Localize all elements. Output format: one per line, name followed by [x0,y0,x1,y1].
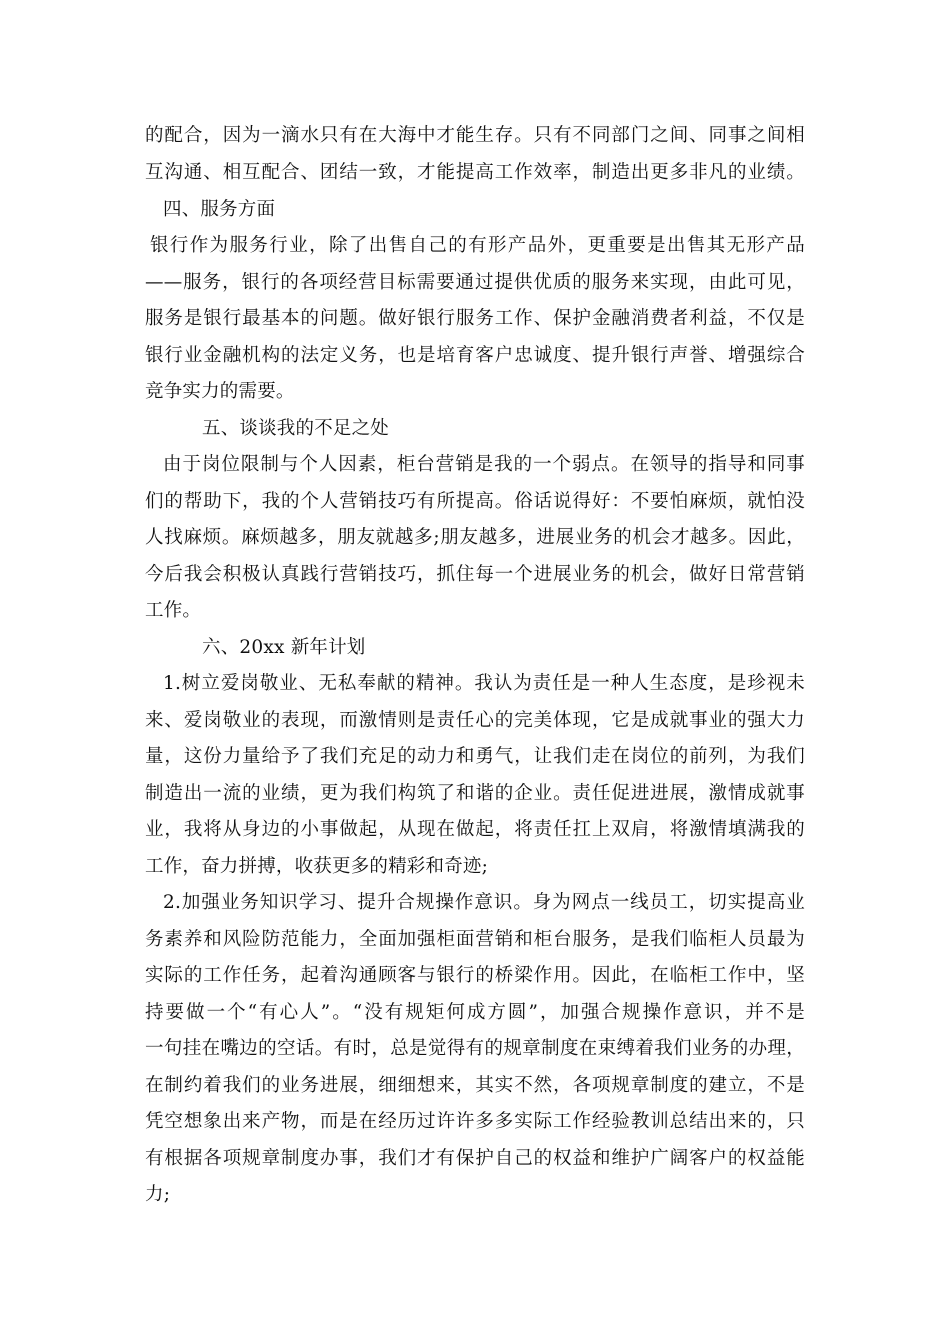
text-line: 竞争实力的需要。 [145,381,295,402]
text-line: 量，这份力量给予了我们充足的动力和勇气，让我们走在岗位的前列，为我们 [145,746,805,767]
section-heading: 六、20xx 新年计划 [202,637,366,658]
text-line: ——服务，银行的各项经营目标需要通过提供优质的服务来实现，由此可见， [145,272,805,293]
text-line: 工作。 [145,600,202,621]
text-line: 的配合，因为一滴水只有在大海中才能生存。只有不同部门之间、同事之间相 [145,125,805,146]
text-line: 今后我会积极认真践行营销技巧，抓住每一个进展业务的机会，做好日常营销 [145,564,805,585]
text-line: 业，我将从身边的小事做起，从现在做起，将责任扛上双肩，将激情填满我的 [145,819,805,840]
text-line: 服务是银行最基本的问题。做好银行服务工作、保护金融消费者利益，不仅是 [145,308,805,329]
text-line: 持要做一个“有心人”。“没有规矩何成方圆”，加强合规操作意识，并不是 [145,1002,805,1023]
text-line: 来、爱岗敬业的表现，而激情则是责任心的完美体现，它是成就事业的强大力 [145,710,805,731]
text-line: 银行作为服务行业，除了出售自己的有形产品外，更重要是出售其无形产品 [150,235,805,256]
text-line: 工作，奋力拼搏，收获更多的精彩和奇迹; [145,856,489,877]
text-line: 1.树立爱岗敬业、无私奉献的精神。我认为责任是一种人生态度，是珍视未 [163,673,805,694]
text-line: 凭空想象出来产物，而是在经历过许许多多实际工作经验教训总结出来的，只 [145,1111,805,1132]
text-line: 银行业金融机构的法定义务，也是培育客户忠诚度、提升银行声誉、增强综合 [145,345,805,366]
text-line: 有根据各项规章制度办事，我们才有保护自己的权益和维护广阔客户的权益能 [145,1148,805,1169]
text-line: 2.加强业务知识学习、提升合规操作意识。身为网点一线员工，切实提高业 [163,892,805,913]
text-line: 们的帮助下，我的个人营销技巧有所提高。俗话说得好：不要怕麻烦，就怕没 [145,491,805,512]
text-line: 力; [145,1184,171,1205]
text-line: 人找麻烦。麻烦越多，朋友就越多;朋友越多，进展业务的机会才越多。因此， [145,527,805,548]
section-heading: 五、谈谈我的不足之处 [202,418,390,439]
section-heading: 四、服务方面 [163,199,276,220]
text-line: 实际的工作任务，起着沟通顾客与银行的桥梁作用。因此，在临柜工作中，坚 [145,965,805,986]
text-line: 在制约着我们的业务进展，细细想来，其实不然，各项规章制度的建立，不是 [145,1075,805,1096]
text-line: 一句挂在嘴边的空话。有时，总是觉得有的规章制度在束缚着我们业务的办理， [145,1038,805,1059]
text-line: 制造出一流的业绩，更为我们构筑了和谐的企业。责任促进进展，激情成就事 [145,783,805,804]
text-line: 互沟通、相互配合、团结一致，才能提高工作效率，制造出更多非凡的业绩。 [145,162,805,183]
text-line: 由于岗位限制与个人因素，柜台营销是我的一个弱点。在领导的指导和同事 [163,454,805,475]
text-line: 务素养和风险防范能力，全面加强柜面营销和柜台服务，是我们临柜人员最为 [145,929,805,950]
